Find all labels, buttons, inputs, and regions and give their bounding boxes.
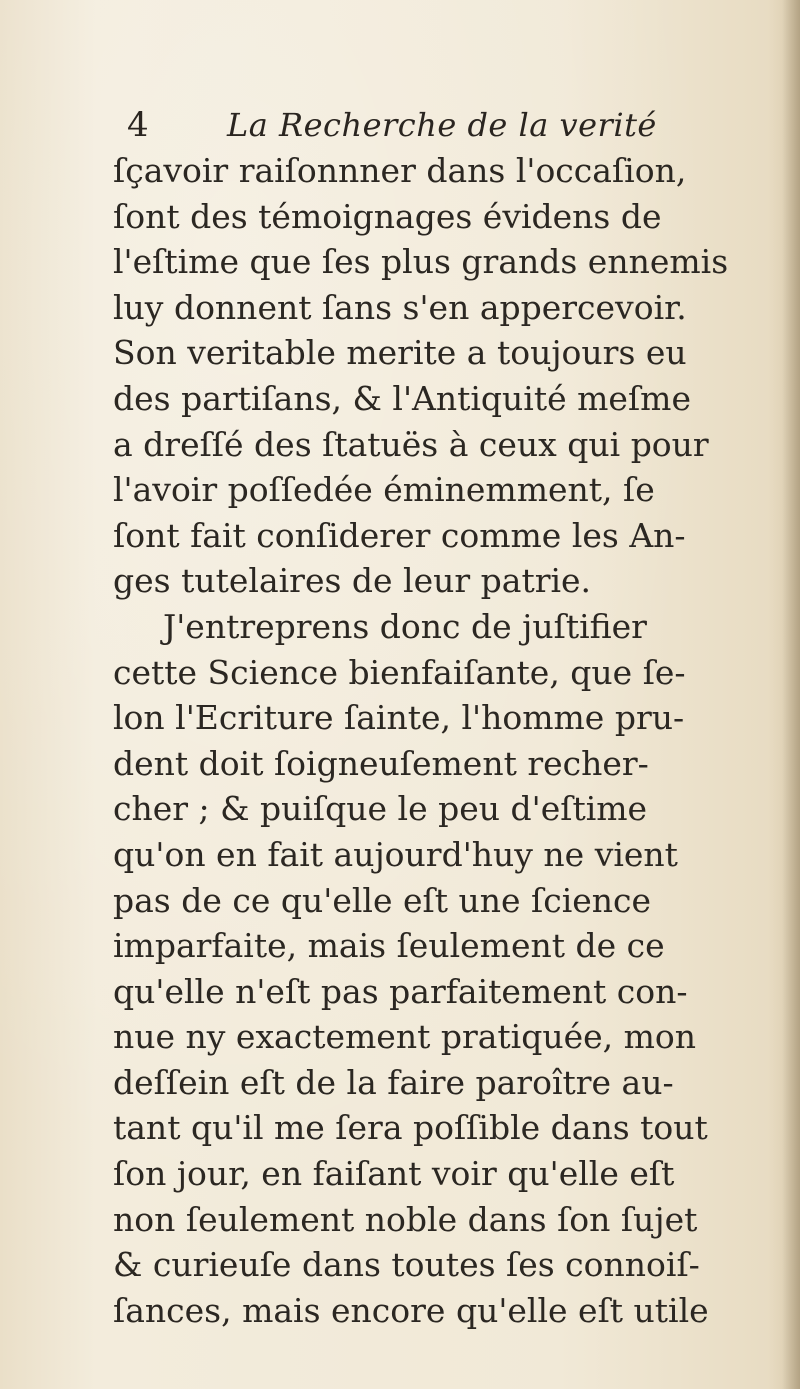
text-line: luy donnent ſans s'en appercevoir. — [113, 287, 687, 327]
text-line: a dreſſé des ſtatuës à ceux qui pour — [113, 424, 709, 464]
text-line: tant qu'il me ſera poſſible dans tout — [113, 1108, 708, 1148]
text-line: deſſein eſt de la faire paroître au- — [113, 1062, 674, 1102]
text-line: ges tutelaires de leur patrie. — [113, 561, 592, 601]
text-line: qu'on en fait aujourd'huy ne vient — [113, 834, 678, 874]
text-line: imparfaite, mais ſeulement de ce — [113, 926, 665, 966]
text-line: & curieuſe dans toutes ſes connoiſ- — [113, 1245, 700, 1285]
text-line: pas de ce qu'elle eſt une ſcience — [113, 880, 652, 920]
text-line: ſçavoir raiſonnner dans l'occaſion, — [113, 151, 687, 190]
text-line: des partiſans, & l'Antiquité meſme — [113, 378, 691, 418]
text-line: non ſeulement noble dans ſon ſujet — [113, 1199, 698, 1239]
text-line: nue ny exactement pratiquée, mon — [113, 1017, 697, 1057]
text-line: ſances, mais encore qu'elle eſt utile — [113, 1290, 709, 1330]
text-line: cette Science bienfaiſante, que ſe- — [113, 652, 686, 692]
text-line: ſont des témoignages évidens de — [113, 196, 662, 236]
text-line: ſon jour, en faiſant voir qu'elle eſt — [113, 1154, 675, 1194]
body-text — [113, 148, 743, 1333]
text-line: dent doit ſoigneuſement recher- — [113, 743, 649, 783]
page-number: 4 — [127, 105, 149, 145]
text-line: l'avoir poſſedée éminemment, ſe — [113, 470, 655, 510]
text-line: cher ; & puiſque le peu d'eſtime — [113, 789, 648, 829]
text-line: ſont fait conſiderer comme les An- — [113, 515, 686, 555]
text-line: Son veritable merite a toujours eu — [113, 333, 687, 373]
text-line: l'eſtime que ſes plus grands ennemis — [113, 242, 729, 282]
page-edge-shadow — [782, 0, 800, 1389]
paragraph-start-line: J'entreprens donc de juſtifier — [163, 606, 647, 646]
text-line: qu'elle n'eſt pas parfaitement con- — [113, 971, 688, 1011]
text-line: lon l'Ecriture ſainte, l'homme pru- — [113, 698, 685, 738]
page-header — [127, 100, 727, 150]
running-title: La Recherche de la verité — [227, 106, 657, 144]
